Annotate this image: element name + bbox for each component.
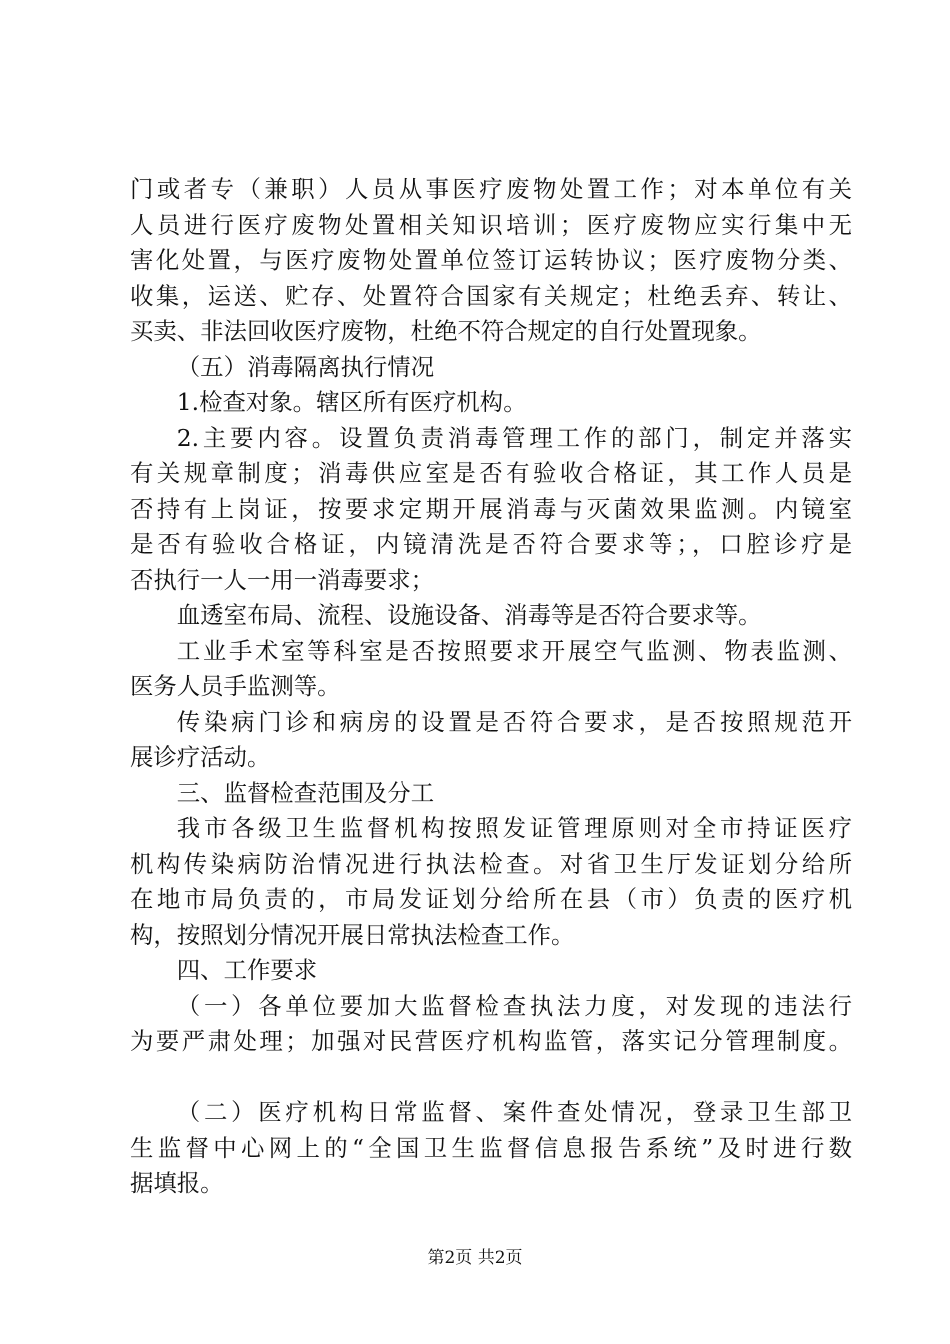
text-line: 工业手术室等科室是否按照要求开展空气监测、物表监测、	[176, 636, 852, 665]
text-line: 我市各级卫生监督机构按照发证管理原则对全市持证医疗	[176, 814, 852, 842]
text-line: 否持有上岗证，按要求定期开展消毒与灭菌效果监测。内镜室	[130, 494, 852, 523]
text-line: 据填报。	[130, 1169, 224, 1197]
text-line: 买卖、非法回收医疗废物，杜绝不符合规定的自行处置现象。	[130, 317, 762, 345]
blank-line	[130, 1060, 852, 1096]
text-line: 有关规章制度；消毒供应室是否有验收合格证，其工作人员是	[130, 459, 852, 487]
text-line: 人员进行医疗废物处置相关知识培训；医疗废物应实行集中无	[130, 210, 852, 239]
page-footer: 第2页 共2页	[427, 1248, 523, 1268]
text-line: 否执行一人一用一消毒要求；	[130, 565, 435, 594]
text-line: 为要严肃处理；加强对民营医疗机构监管，落实记分管理制度。	[130, 1027, 852, 1055]
text-line: 生监督中心网上的“全国卫生监督信息报告系统”及时进行数	[130, 1133, 852, 1162]
text-line: 四、工作要求	[176, 956, 318, 984]
text-line: （一）各单位要加大监督检查执法力度，对发现的违法行	[176, 991, 852, 1020]
text-line: 机构传染病防治情况进行执法检查。对省卫生厅发证划分给所	[130, 849, 852, 878]
text-line: 医务人员手监测等。	[130, 672, 341, 700]
text-line: 血透室布局、流程、设施设备、消毒等是否符合要求等。	[176, 601, 762, 629]
text-line: 三、监督检查范围及分工	[176, 778, 435, 807]
text-line: 是否有验收合格证，内镜清洗是否符合要求等；，口腔诊疗是	[130, 530, 852, 558]
text-line: 展诊疗活动。	[130, 743, 271, 771]
text-line: 传染病门诊和病房的设置是否符合要求，是否按照规范开	[176, 707, 852, 736]
text-line: 门或者专（兼职）人员从事医疗废物处置工作；对本单位有关	[130, 175, 852, 203]
text-line: 收集，运送、贮存、处置符合国家有关规定；杜绝丢弃、转让、	[130, 281, 852, 310]
document-body	[130, 172, 852, 1202]
text-line: 构，按照划分情况开展日常执法检查工作。	[130, 920, 575, 949]
text-line: （五）消毒隔离执行情况	[176, 352, 435, 381]
text-line: 在地市局负责的，市局发证划分给所在县（市）负责的医疗机	[130, 885, 852, 913]
text-line: 1.检查对象。辖区所有医疗机构。	[176, 388, 527, 416]
text-line: （二）医疗机构日常监督、案件查处情况，登录卫生部卫	[176, 1098, 852, 1126]
text-line: 害化处置，与医疗废物处置单位签订运转协议；医疗废物分类、	[130, 246, 852, 274]
text-line: 2.主要内容。设置负责消毒管理工作的部门，制定并落实	[176, 423, 852, 452]
